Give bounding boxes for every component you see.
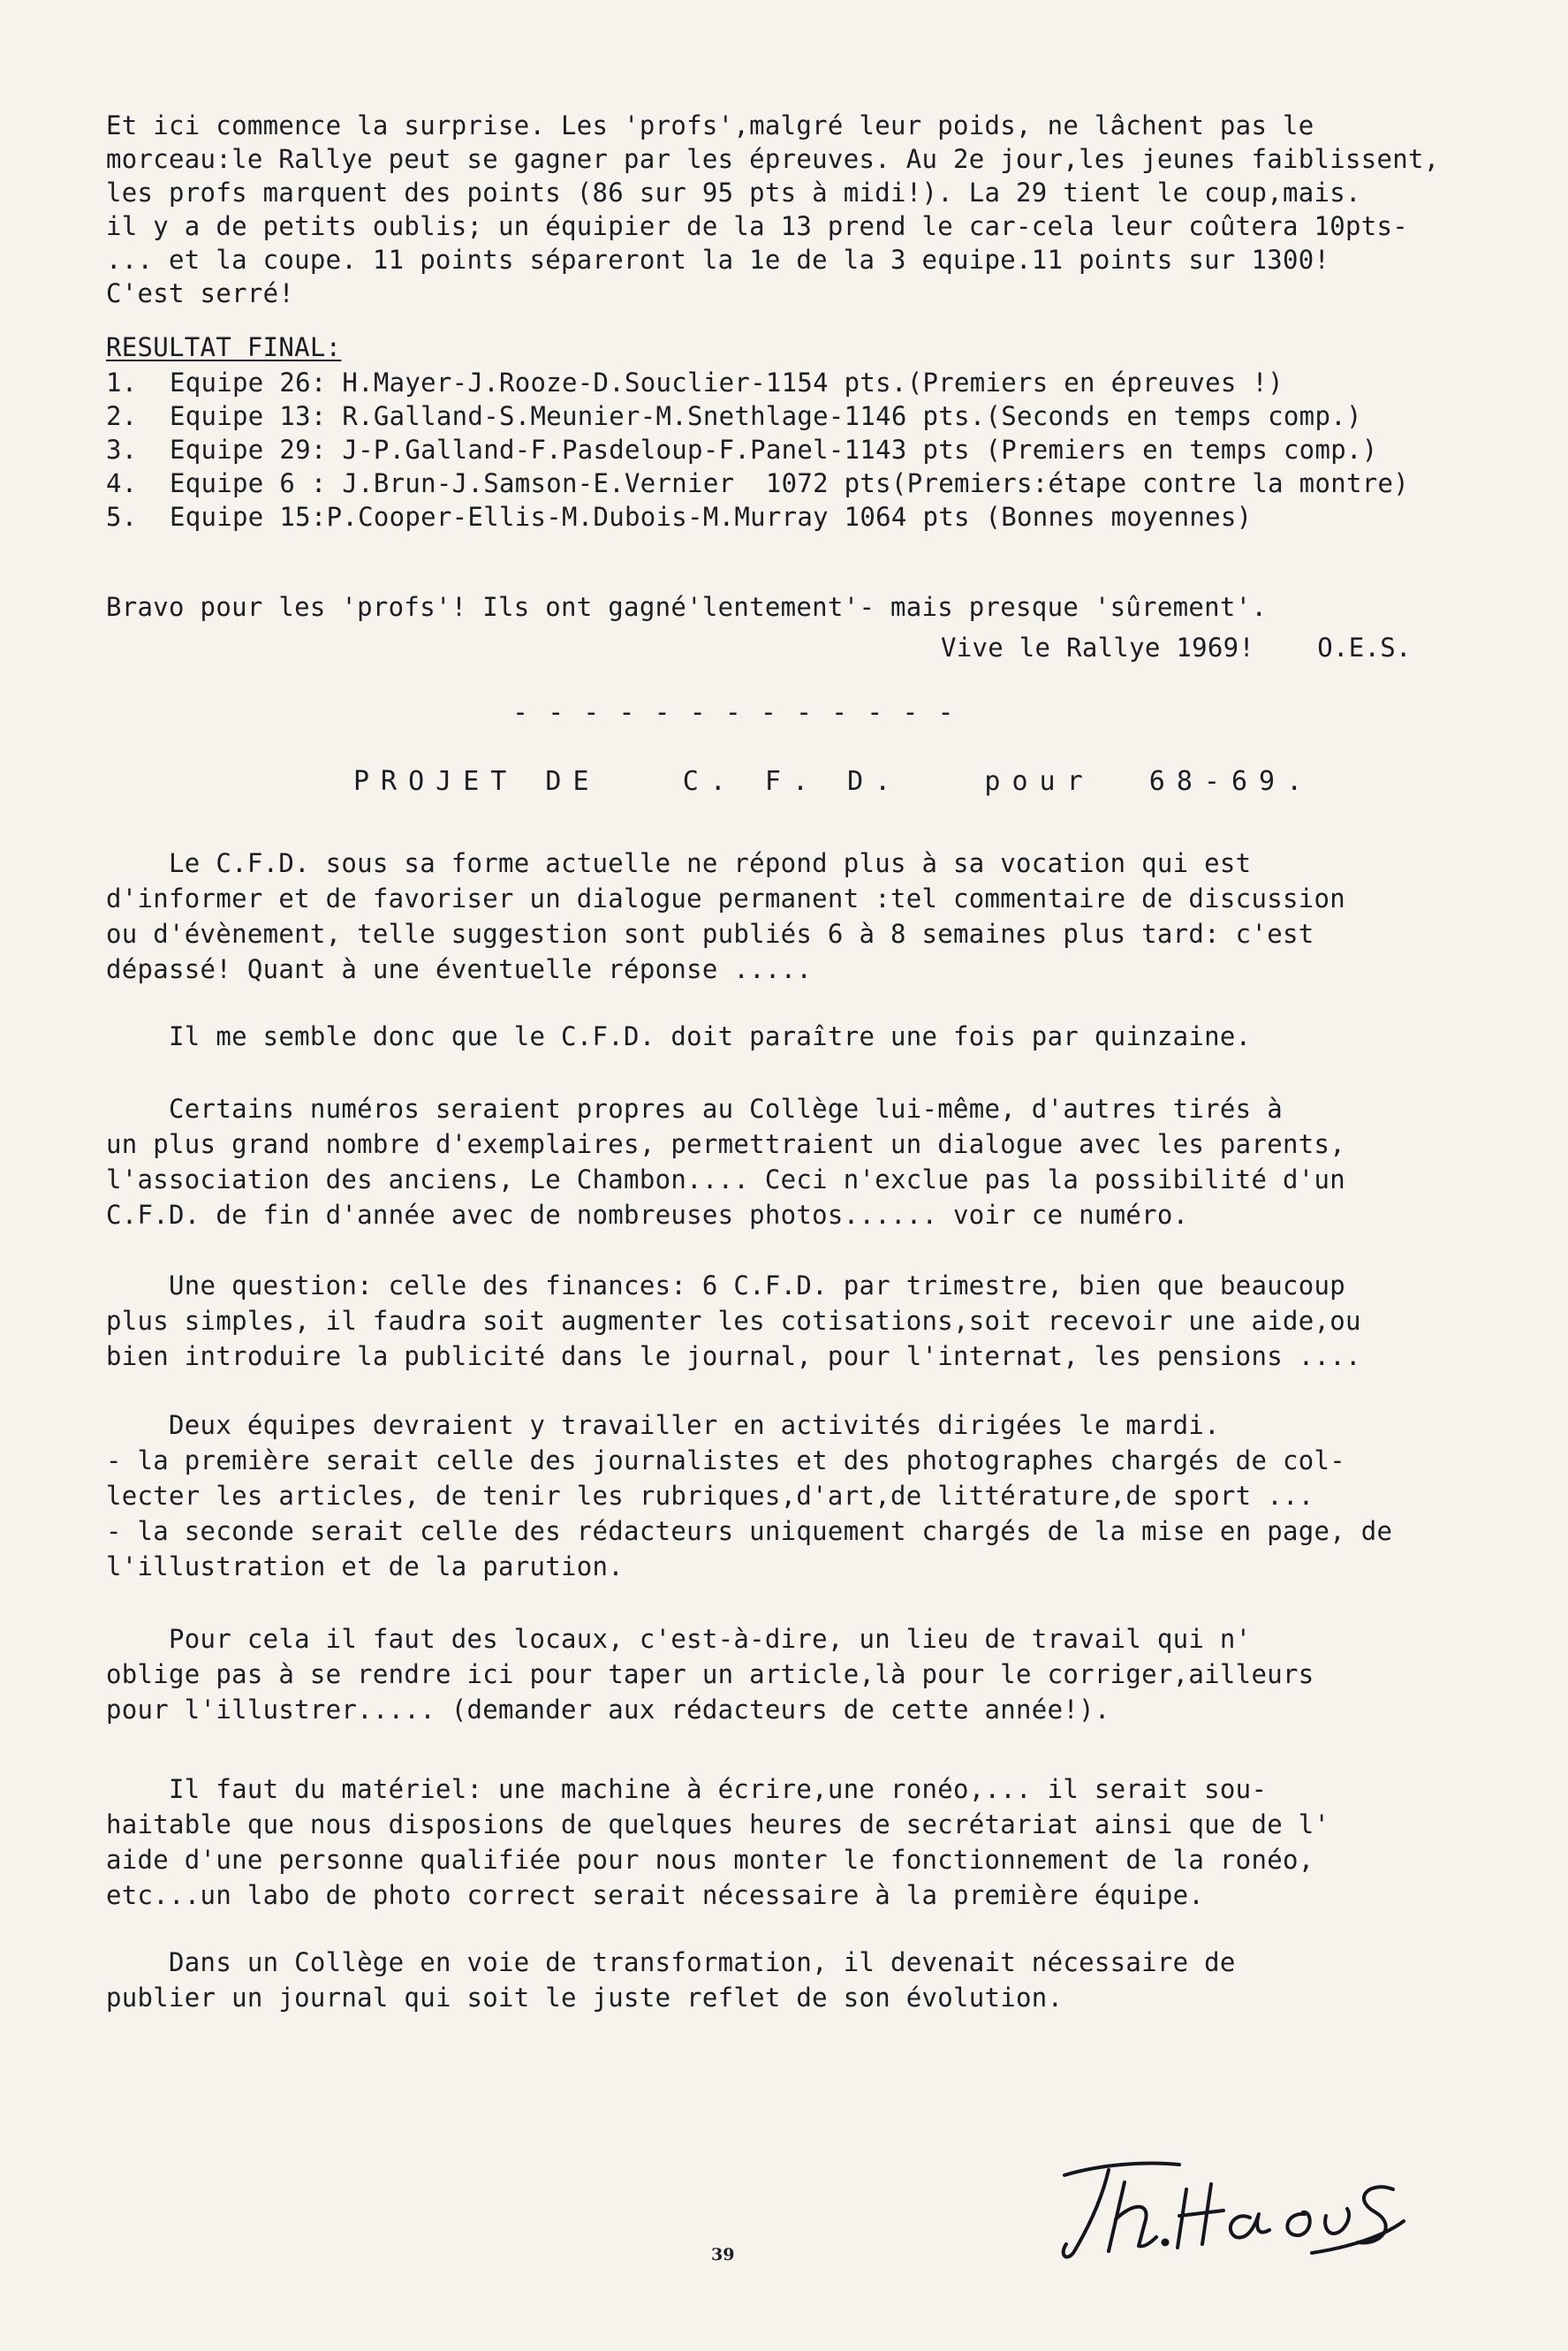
projet-p1-line-2: d'informer et de favoriser un dialogue permanent :tel commentaire de discussion [106, 884, 1345, 914]
projet-p1-line-4: dépassé! Quant à une éventuelle réponse ..... [106, 954, 813, 984]
projet-p3-line-3: l'association des anciens, Le Chambon.... Ceci n'exclue pas la possibilité d'un [106, 1164, 1345, 1194]
projet-p8-line-1: Dans un Collège en voie de transformation, il devenait nécessaire de [106, 1947, 1236, 1977]
projet-p6-line-2: oblige pas à se rendre ici pour taper un article,là pour le corriger,ailleurs [106, 1659, 1314, 1689]
result-rank-1: 1. [106, 368, 138, 398]
closing-line-1: Bravo pour les 'profs'! Ils ont gagné'lentement'- mais presque 'sûrement'. [106, 592, 1268, 622]
projet-p5-line-5: l'illustration et de la parution. [106, 1551, 625, 1581]
rallye-text-line-2: morceau:le Rallye peut se gagner par les épreuves. Au 2e jour,les jeunes faiblissent, [106, 144, 1440, 174]
rallye-text-line-3: les profs marquent des points (86 sur 95 pts à midi!). La 29 tient le coup,mais. [106, 178, 1361, 208]
projet-p5-line-2: - la première serait celle des journalistes et des photographes chargés de col- [106, 1445, 1345, 1475]
handwritten-signature [1047, 2138, 1435, 2271]
result-text-3: Equipe 29: J-P.Galland-F.Pasdeloup-F.Panel-1143 pts (Premiers en temps comp.) [170, 435, 1378, 465]
projet-p3-line-1: Certains numéros seraient propres au Collège lui-même, d'autres tirés à [106, 1094, 1283, 1124]
result-rank-4: 4. [106, 468, 138, 498]
page-number: 39 [711, 2245, 735, 2264]
result-text-5: Equipe 15:P.Cooper-Ellis-M.Dubois-M.Murray 1064 pts (Bonnes moyennes) [170, 502, 1253, 532]
result-text-2: Equipe 13: R.Galland-S.Meunier-M.Snethlage-1146 pts.(Seconds en temps comp.) [170, 401, 1362, 431]
result-rank-5: 5. [106, 502, 138, 532]
projet-p1-line-3: ou d'évènement, telle suggestion sont publiés 6 à 8 semaines plus tard: c'est [106, 919, 1314, 949]
projet-p7-line-3: aide d'une personne qualifiée pour nous monter le fonctionnement de la ronéo, [106, 1845, 1314, 1875]
result-rank-2: 2. [106, 401, 138, 431]
projet-p8-line-2: publier un journal qui soit le juste reflet de son évolution. [106, 1983, 1064, 2013]
result-rank-3: 3. [106, 435, 138, 465]
result-text-4: Equipe 6 : J.Brun-J.Samson-E.Vernier 1072 pts(Premiers:étape contre la montre) [170, 468, 1409, 498]
rallye-text-line-6: C'est serré! [106, 278, 295, 308]
projet-p7-line-1: Il faut du matériel: une machine à écrire,une ronéo,... il serait sou- [106, 1774, 1268, 1804]
projet-p6-line-1: Pour cela il faut des locaux, c'est-à-dire, un lieu de travail qui n' [106, 1624, 1252, 1654]
projet-p5-line-4: - la seconde serait celle des rédacteurs uniquement chargés de la mise en page, de [106, 1516, 1393, 1546]
projet-p5-line-1: Deux équipes devraient y travailler en activités dirigées le mardi. [106, 1410, 1220, 1440]
projet-p3-line-2: un plus grand nombre d'exemplaires, permettraient un dialogue avec les parents, [106, 1129, 1345, 1159]
section-separator: - - - - - - - - - - - - - [512, 697, 956, 728]
results-heading: RESULTAT FINAL: [106, 332, 342, 362]
projet-p5-line-3: lecter les articles, de tenir les rubriques,d'art,de littérature,de sport ... [106, 1481, 1314, 1511]
rallye-text-line-5: ... et la coupe. 11 points sépareront la 1e de la 3 equipe.11 points sur 1300! [106, 245, 1330, 275]
closing-line-2: Vive le Rallye 1969! O.E.S. [941, 633, 1412, 663]
projet-p4-line-1: Une question: celle des finances: 6 C.F.D. par trimestre, bien que beaucoup [106, 1270, 1345, 1301]
projet-p7-line-2: haitable que nous disposions de quelques heures de secrétariat ainsi que de l' [106, 1809, 1330, 1839]
rallye-text-line-4: il y a de petits oublis; un équipier de la 13 prend le car-cela leur coûtera 10pts- [106, 211, 1409, 241]
result-text-1: Equipe 26: H.Mayer-J.Rooze-D.Souclier-1154 pts.(Premiers en épreuves !) [170, 368, 1284, 398]
projet-p7-line-4: etc...un labo de photo correct serait nécessaire à la première équipe. [106, 1880, 1205, 1910]
projet-p1-line-1: Le C.F.D. sous sa forme actuelle ne répond plus à sa vocation qui est [106, 848, 1252, 878]
rallye-text-line-1: Et ici commence la surprise. Les 'profs',malgré leur poids, ne lâchent pas le [106, 110, 1314, 140]
projet-p4-line-2: plus simples, il faudra soit augmenter les cotisations,soit recevoir une aide,ou [106, 1306, 1361, 1336]
projet-title: PROJET DE C. F. D. pour 68-69. [353, 766, 1314, 797]
projet-p3-line-4: C.F.D. de fin d'année avec de nombreuses photos...... voir ce numéro. [106, 1200, 1189, 1230]
projet-p6-line-3: pour l'illustrer..... (demander aux rédacteurs de cette année!). [106, 1695, 1110, 1725]
projet-p4-line-3: bien introduire la publicité dans le journal, pour l'internat, les pensions .... [106, 1341, 1361, 1371]
projet-p2-line-1: Il me semble donc que le C.F.D. doit paraître une fois par quinzaine. [106, 1021, 1252, 1051]
